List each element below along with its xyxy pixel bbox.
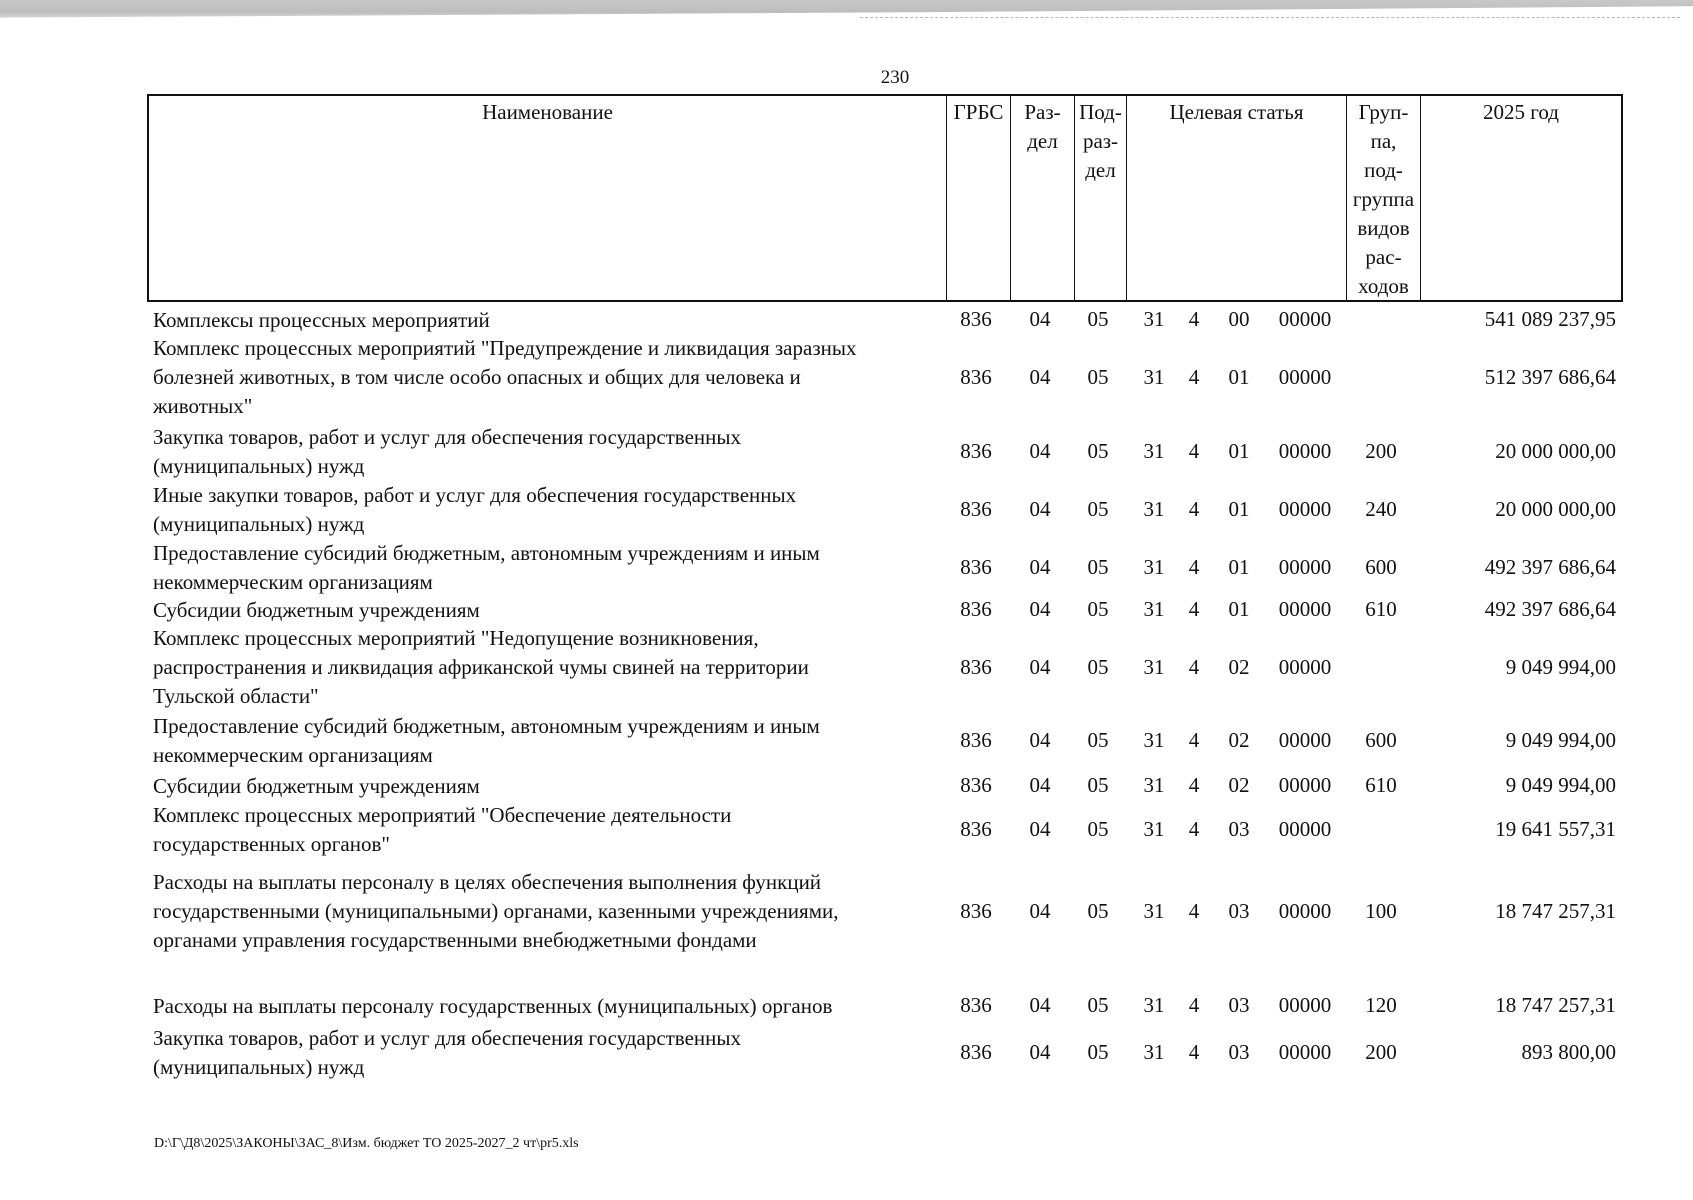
row-name-line: распространения и ликвидация африканской чумы свиней на территории [153,655,809,679]
target-code-3: 02 [1228,772,1250,797]
header-group-line: ходов [1358,274,1409,298]
header-group [1346,96,1420,300]
target-code-4: 00000 [1278,365,1332,389]
podrazdel-cell: 05 [1087,727,1109,752]
row-name-cell [153,539,943,595]
target-code-4: 00000 [1278,655,1332,679]
header-razdel-line: дел [1027,129,1058,153]
amount-cell: 18 747 257,31 [1495,992,1616,1017]
amount-cell: 512 397 686,64 [1484,365,1616,389]
target-code-4: 00000 [1278,817,1332,841]
expense-group-cell [1344,306,1418,332]
podrazdel-cell: 05 [1087,1039,1109,1064]
target-code-1: 31 [1143,596,1165,621]
target-code-3: 01 [1228,596,1250,621]
target-code-2: 4 [1188,554,1200,579]
header-group-line: группа [1352,187,1415,211]
target-code-2: 4 [1188,1039,1200,1064]
target-code-2: 4 [1188,898,1200,923]
scan-edge-line [860,17,1680,18]
grbs-cell: 836 [960,438,992,463]
table-row [147,481,1623,537]
header-group-line: Груп- [1358,100,1409,124]
page-number: 230 [880,67,910,88]
row-name-cell [153,712,943,768]
razdel-cell: 04 [1029,817,1051,841]
podrazdel-cell: 05 [1087,306,1109,331]
podrazdel-cell: 05 [1087,554,1109,579]
target-code-3: 00 [1228,306,1250,331]
amount-cell: 893 800,00 [1521,1039,1616,1064]
target-code-3: 01 [1228,554,1250,579]
row-name-line: Комплекс процессных мероприятий "Обеспечение деятельности [153,803,732,827]
header-podrazdel-line: дел [1085,158,1116,182]
target-code-1: 31 [1143,496,1165,521]
target-code-1: 31 [1143,898,1165,923]
row-name-line: Закупка товаров, работ и услуг для обеспечения государственных [153,1026,742,1050]
target-code-2: 4 [1188,365,1200,389]
row-name-cell [153,481,943,537]
grbs-cell: 836 [960,1039,992,1064]
target-code-1: 31 [1143,438,1165,463]
row-name-line: Комплексы процессных мероприятий [153,308,490,332]
target-code-3: 01 [1228,438,1250,463]
target-code-1: 31 [1143,772,1165,797]
razdel-cell: 04 [1029,496,1051,521]
header-group-line: рас- [1365,245,1402,269]
header-group-line: видов [1357,216,1410,240]
target-code-3: 02 [1228,655,1250,679]
razdel-cell: 04 [1029,554,1051,579]
amount-cell: 18 747 257,31 [1495,898,1616,923]
table-row [147,334,1623,421]
amount-cell: 492 397 686,64 [1484,596,1616,621]
target-code-4: 00000 [1278,772,1332,797]
header-name: Наименование [482,100,613,124]
row-name-line: Комплекс процессных мероприятий "Недопущение возникновения, [153,626,759,650]
podrazdel-cell: 05 [1087,496,1109,521]
target-code-4: 00000 [1278,992,1332,1017]
row-name-line: Субсидии бюджетным учреждениям [153,774,480,798]
row-name-cell [153,306,943,332]
row-name-line: Расходы на выплаты персоналу в целях обеспечения выполнения функций [153,869,822,894]
row-name-line: органами управления государственными внебюджетными фондами [153,927,757,952]
row-name-line: некоммерческим организациям [153,743,433,767]
row-name-line: (муниципальных) нужд [153,454,365,478]
header-razdel-line: Раз- [1024,100,1061,124]
row-name-line: государственными (муниципальными) органами, казенными учреждениями, [153,898,839,923]
podrazdel-cell: 05 [1087,772,1109,797]
amount-cell: 20 000 000,00 [1495,438,1616,463]
grbs-cell: 836 [960,655,992,679]
expense-group-cell [1344,801,1418,858]
razdel-cell: 04 [1029,596,1051,621]
target-code-2: 4 [1188,496,1200,521]
target-code-2: 4 [1188,438,1200,463]
grbs-cell: 836 [960,727,992,752]
target-code-2: 4 [1188,596,1200,621]
target-code-1: 31 [1143,817,1165,841]
table-row [147,866,1623,956]
target-code-3: 03 [1228,992,1250,1017]
table-row [147,596,1623,622]
target-code-4: 00000 [1278,727,1332,752]
target-code-2: 4 [1188,655,1200,679]
row-name-cell [153,772,943,798]
target-code-1: 31 [1143,655,1165,679]
table-header [147,94,1623,302]
header-group-line: под- [1364,158,1403,182]
row-name-line: Предоставление субсидий бюджетным, автономным учреждениям и иным [153,714,820,738]
amount-cell: 20 000 000,00 [1495,496,1616,521]
target-code-1: 31 [1143,365,1165,389]
grbs-cell: 836 [960,817,992,841]
header-razdel [1010,96,1074,300]
target-code-4: 00000 [1278,1039,1332,1064]
header-podrazdel-line: Под- [1079,100,1122,124]
expense-group-cell: 600 [1365,554,1397,579]
razdel-cell: 04 [1029,306,1051,331]
row-name-line: государственных органов" [153,832,390,856]
table-row [147,801,1623,858]
target-code-1: 31 [1143,992,1165,1017]
target-code-2: 4 [1188,772,1200,797]
header-podrazdel [1074,96,1126,300]
row-name-line: Расходы на выплаты персоналу государственных (муниципальных) органов [153,994,833,1018]
table-row [147,712,1623,768]
target-code-4: 00000 [1278,496,1332,521]
razdel-cell: 04 [1029,727,1051,752]
row-name-cell [153,1024,943,1080]
target-code-2: 4 [1188,727,1200,752]
grbs-cell: 836 [960,992,992,1017]
target-code-3: 01 [1228,496,1250,521]
grbs-cell: 836 [960,365,992,389]
row-name-cell [153,596,943,622]
target-code-2: 4 [1188,817,1200,841]
header-podrazdel-line: раз- [1082,129,1119,153]
table-row [147,306,1623,332]
row-name-cell [153,992,943,1018]
table-row [147,1024,1623,1080]
podrazdel-cell: 05 [1087,438,1109,463]
target-code-3: 03 [1228,1039,1250,1064]
expense-group-cell: 200 [1365,438,1397,463]
row-name-line: (муниципальных) нужд [153,512,365,536]
amount-cell: 492 397 686,64 [1484,554,1616,579]
table-row [147,992,1623,1018]
row-name-line: Предоставление субсидий бюджетным, автономным учреждениям и иным [153,541,820,565]
expense-group-cell [1344,624,1418,711]
expense-group-cell: 610 [1365,772,1397,797]
grbs-cell: 836 [960,496,992,521]
row-name-cell [153,423,943,479]
target-code-3: 03 [1228,817,1250,841]
razdel-cell: 04 [1029,898,1051,923]
expense-group-cell [1344,334,1418,421]
table-row [147,423,1623,479]
amount-cell: 19 641 557,31 [1495,817,1616,841]
table-row [147,539,1623,595]
podrazdel-cell: 05 [1087,365,1109,389]
target-code-4: 00000 [1278,898,1332,923]
grbs-cell: 836 [960,898,992,923]
grbs-cell: 836 [960,306,992,331]
row-name-line: Иные закупки товаров, работ и услуг для обеспечения государственных [153,483,797,507]
row-name-line: болезней животных, в том числе особо опасных и общих для человека и [153,365,801,389]
podrazdel-cell: 05 [1087,817,1109,841]
table-row [147,624,1623,711]
row-name-cell [153,801,943,858]
target-code-1: 31 [1143,1039,1165,1064]
row-name-line: (муниципальных) нужд [153,1055,365,1079]
podrazdel-cell: 05 [1087,655,1109,679]
grbs-cell: 836 [960,596,992,621]
expense-group-cell: 120 [1365,992,1397,1017]
header-group-line: па, [1370,129,1397,153]
target-code-2: 4 [1188,992,1200,1017]
target-code-3: 03 [1228,898,1250,923]
expense-group-cell: 240 [1365,496,1397,521]
row-name-line: животных" [153,394,253,418]
target-code-1: 31 [1143,554,1165,579]
razdel-cell: 04 [1029,655,1051,679]
expense-group-cell: 100 [1365,898,1397,923]
row-name-line: Закупка товаров, работ и услуг для обеспечения государственных [153,425,742,449]
razdel-cell: 04 [1029,438,1051,463]
amount-cell: 541 089 237,95 [1484,306,1616,331]
target-code-1: 31 [1143,727,1165,752]
podrazdel-cell: 05 [1087,898,1109,923]
file-path: D:\Г\Д8\2025\ЗАКОНЫ\ЗАС_8\Изм. бюджет ТО 2025-2027_2 чт\pr5.xls [154,1136,579,1151]
podrazdel-cell: 05 [1087,596,1109,621]
expense-group-cell: 610 [1365,596,1397,621]
table-row [147,772,1623,798]
target-code-2: 4 [1188,306,1200,331]
target-code-3: 02 [1228,727,1250,752]
row-name-cell [153,334,943,421]
razdel-cell: 04 [1029,772,1051,797]
amount-cell: 9 049 994,00 [1505,727,1616,752]
target-code-4: 00000 [1278,306,1332,331]
razdel-cell: 04 [1029,365,1051,389]
target-code-4: 00000 [1278,554,1332,579]
podrazdel-cell: 05 [1087,992,1109,1017]
row-name-cell [153,624,943,711]
target-code-4: 00000 [1278,596,1332,621]
grbs-cell: 836 [960,554,992,579]
razdel-cell: 04 [1029,992,1051,1017]
row-name-line: Тульской области" [153,684,319,708]
grbs-cell: 836 [960,772,992,797]
amount-cell: 9 049 994,00 [1505,655,1616,679]
expense-group-cell: 200 [1365,1039,1397,1064]
header-target: Целевая статья [1126,96,1346,300]
row-name-cell [153,868,943,958]
header-grbs: ГРБС [946,96,1010,300]
row-name-line: некоммерческим организациям [153,570,433,594]
target-code-3: 01 [1228,365,1250,389]
row-name-line: Комплекс процессных мероприятий "Предупреждение и ликвидация заразных [153,336,857,360]
target-code-1: 31 [1143,306,1165,331]
target-code-4: 00000 [1278,438,1332,463]
row-name-line: Субсидии бюджетным учреждениям [153,598,480,622]
expense-group-cell: 600 [1365,727,1397,752]
amount-cell: 9 049 994,00 [1505,772,1616,797]
header-year: 2025 год [1420,96,1621,300]
scan-edge-shadow [0,0,1693,22]
razdel-cell: 04 [1029,1039,1051,1064]
